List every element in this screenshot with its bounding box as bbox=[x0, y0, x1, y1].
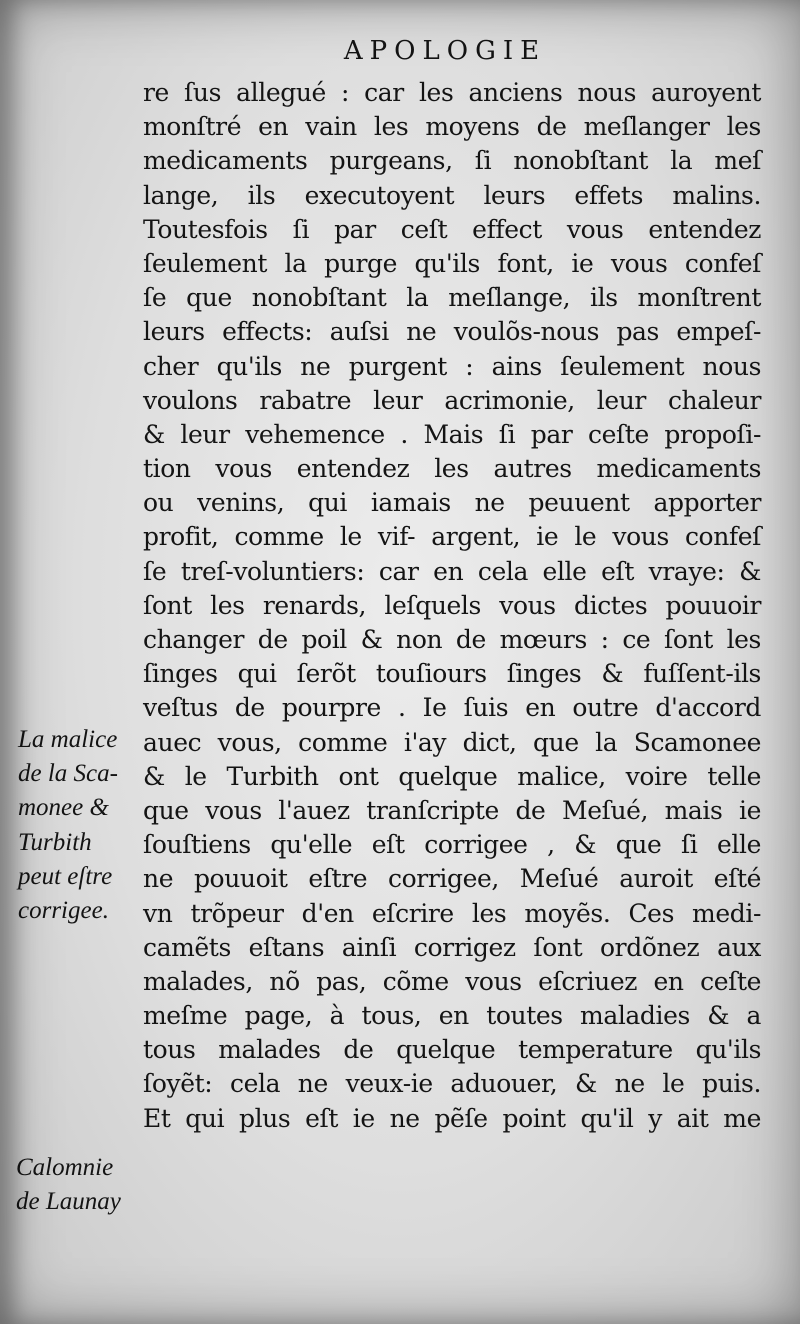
text-line: Et qui plus eſt ie ne pẽſe point qu'il y ait me bbox=[143, 1103, 761, 1133]
text-line: & leur vehemence . Mais ſi par ceſte propoſi- bbox=[143, 419, 761, 449]
text-line: lange, ils executoyent leurs effets malins. bbox=[143, 180, 761, 210]
text-line: meſme page, à tous, en toutes maladies & a bbox=[143, 1001, 761, 1031]
running-head: APOLOGIE bbox=[343, 36, 547, 66]
margin-note-line: peut eſtre bbox=[18, 862, 113, 890]
margin-note-line: de la Sca- bbox=[18, 760, 118, 788]
margin-note-line: Turbith bbox=[18, 828, 92, 856]
text-line: ſinges qui ſerõt touſiours ſinges & fuſſent-ils bbox=[143, 659, 761, 689]
text-line: ou venins, qui iamais ne peuuent apporter bbox=[143, 488, 761, 518]
text-line: que vous l'auez tranſcripte de Meſué, mais ie bbox=[143, 795, 761, 825]
text-line: veſtus de pourpre . Ie ſuis en outre d'accord bbox=[143, 693, 761, 723]
margin-note-line: monee & bbox=[18, 794, 109, 822]
text-line: ſont les renards, leſquels vous dictes pouuoir bbox=[143, 590, 761, 620]
text-line: ſouſtiens qu'elle eſt corrigee , & que ſi elle bbox=[143, 830, 761, 860]
text-line: voulons rabatre leur acrimonie, leur chaleur bbox=[143, 385, 761, 415]
margin-note-malice bbox=[18, 723, 118, 928]
text-line: Toutesfois ſi par ceſt effect vous entendez bbox=[143, 214, 761, 244]
text-line: changer de poil & non de mœurs : ce ſont les bbox=[143, 625, 761, 654]
text-line: ne pouuoit eſtre corrigee, Meſué auroit eſté bbox=[143, 864, 761, 894]
text-line: medicaments purgeans, ſi nonobſtant la meſ bbox=[143, 146, 761, 176]
text-line: ſoyẽt: cela ne veux-ie aduouer, & ne le puis. bbox=[143, 1069, 761, 1099]
margin-note-line: de Launay bbox=[16, 1188, 121, 1216]
text-line: ſe treſ-voluntiers: car en cela elle eſt vraye: & bbox=[143, 556, 761, 586]
text-line: ſe que nonobſtant la meſlange, ils monſtrent bbox=[143, 283, 761, 313]
text-line: re ſus allegué : car les anciens nous auroyent bbox=[143, 78, 761, 107]
text-line: monſtré en vain les moyens de meſlanger les bbox=[143, 112, 761, 142]
text-line: leurs effects: auſsi ne voulõs-nous pas empeſ- bbox=[143, 317, 761, 347]
text-line: cher qu'ils ne purgent : ains ſeulement nous bbox=[143, 351, 761, 381]
text-line: vn trõpeur d'en eſcrire les moyẽs. Ces medi- bbox=[143, 898, 761, 928]
body-text bbox=[143, 76, 761, 1136]
text-line: tous malades de quelque temperature qu'ils bbox=[143, 1035, 761, 1065]
text-line: profit, comme le vif- argent, ie le vous confeſ bbox=[143, 522, 761, 552]
text-line: tion vous entendez les autres medicaments bbox=[143, 454, 761, 484]
text-line: ſeulement la purge qu'ils font, ie vous confeſ bbox=[143, 248, 761, 278]
margin-note-calomnie bbox=[16, 1151, 121, 1219]
text-line: & le Turbith ont quelque malice, voire telle bbox=[143, 761, 761, 791]
text-line: malades, nõ pas, cõme vous eſcriuez en ceſte bbox=[143, 966, 761, 996]
text-line: auec vous, comme i'ay dict, que la Scamonee bbox=[143, 727, 761, 757]
text-line: camẽts eſtans ainſi corrigez ſont ordõnez aux bbox=[143, 932, 761, 962]
margin-note-line: Calomnie bbox=[16, 1154, 114, 1181]
margin-note-line: corrigee. bbox=[18, 896, 109, 924]
margin-note-line: La malice bbox=[18, 726, 118, 753]
